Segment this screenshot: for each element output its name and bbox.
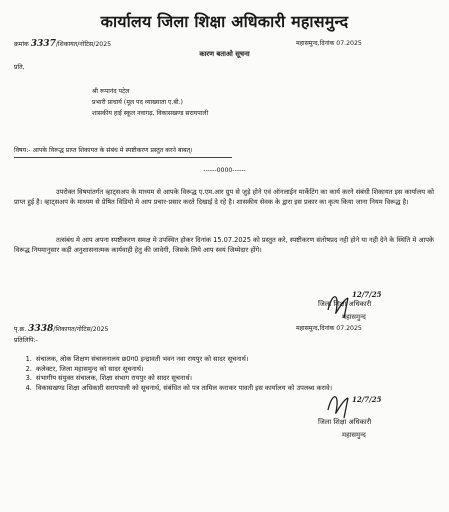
to-label: प्रति, [14,64,25,71]
copy-ref-prefix: पृ.क्र. [14,326,27,333]
copy-reference-line [14,325,108,334]
copy-item: 3. संभागीय संयुक्त संचालक, शिक्षा संभाग रायपुर को सादर सूचनार्थ। [34,374,434,384]
copy-label: प्रतिलिपि:- [14,337,38,344]
body-paragraph-2: तत्संबंध मे आप अपना स्पष्टीकरण समक्ष मे उपस्थित होकर दिनांक 15.07.2025 को प्रस्तुत करे, स्पष्टीकरण संतोषप्रद नही होने या नही देने के स्थिति मे आपके विरूद्ध नियमानुसार कड़ी अनुशासनात्मक कार्यवाही हेतु की जावेगी, जिसके लिये आप स्वयं जिम्मेदार होंगे। [14,236,434,254]
signature-initials-2: 12/7/25 [352,395,382,404]
office-title: कार्यालय जिला शिक्षा अधिकारी महासमुन्द [100,12,349,31]
copy-ref-number: 3338 [28,324,54,334]
copy-item: 1. संचालक, लोक शिक्षण संचालनालय छ0ग0 इन्द्रावती भवन नवा रायपुर को सादर सूचनार्थ। [34,355,434,365]
subject-line: विषय:- आपके विरूद्ध प्राप्त शिकायत के संबंध मे स्पष्टीकरण प्रस्तुत करने बाबत्। [14,147,193,154]
place-date: महासमुन्द,दिनांक 07.2025 [296,40,362,47]
copy-item: 4. विकासखण्ड शिक्षा अधिकारी सरायपाली को सूचनार्थ, संबंधित को पत्र तामिल कराकर पावती इस कार्यालय को उपलब्ध करावे। [34,384,434,394]
addressee-name: श्री रूपानंद पटेल [92,88,130,95]
ref-number: 3337 [30,39,56,49]
addressee-school: शासकीय हाई स्कूल नवागढ़, विकासखण्ड सरायपाली [92,110,209,117]
signature-1-place: महासमुन्द [342,313,366,321]
addressee-designation: प्रभारी प्राचार्य (मूल पद व्याख्याता ए.बी.) [92,99,183,106]
body-paragraph-1: उपरोक्त विषयांतर्गत व्हाट्सअप के माध्यम से आपके विरूद्ध ए.एम.आर ग्रुप से जुड़े होने एवं ऑनलाईन मार्केटिंग का कार्य करने संबंधी शिकायत इस कार्यालय को प्राप्त हुई है। व्हाट्सअप के माध्यम से प्रेषित विडियो मे आप प्रचार-प्रसार करते दिखाई दे रहे है। शासकीय सेवक के द्वारा इस प्रकार का कृत्य किया जाना नियम विरूद्ध है। [14,188,434,206]
ref-prefix: क्रमांक [14,41,29,48]
signature-2-place: महासमुन्द [342,431,366,439]
signature-2-title: जिला शिक्षा अधिकारी [318,418,372,426]
reference-line [14,40,111,49]
notice-heading: कारण बताओ सूचना [199,50,250,58]
signature-initials-1: 12/7/25 [352,290,382,299]
separator: ------0000------ [203,167,246,174]
ref-suffix: /शिकायत/नोटिस/2025 [55,41,112,48]
subject-underline [14,157,232,158]
signature-mark-2 [318,388,414,422]
copy-place-date: महासमुन्द,दिनांक 07.2025 [296,325,362,332]
signature-1-title: जिला शिक्षा अधिकारी [318,300,372,308]
copy-ref-suffix: /शिकायत/नोटिस/2025 [53,326,109,333]
copy-item: 2. कलेक्टर, जिला महासमुन्द को सादर सूचनार्थ। [34,365,434,375]
